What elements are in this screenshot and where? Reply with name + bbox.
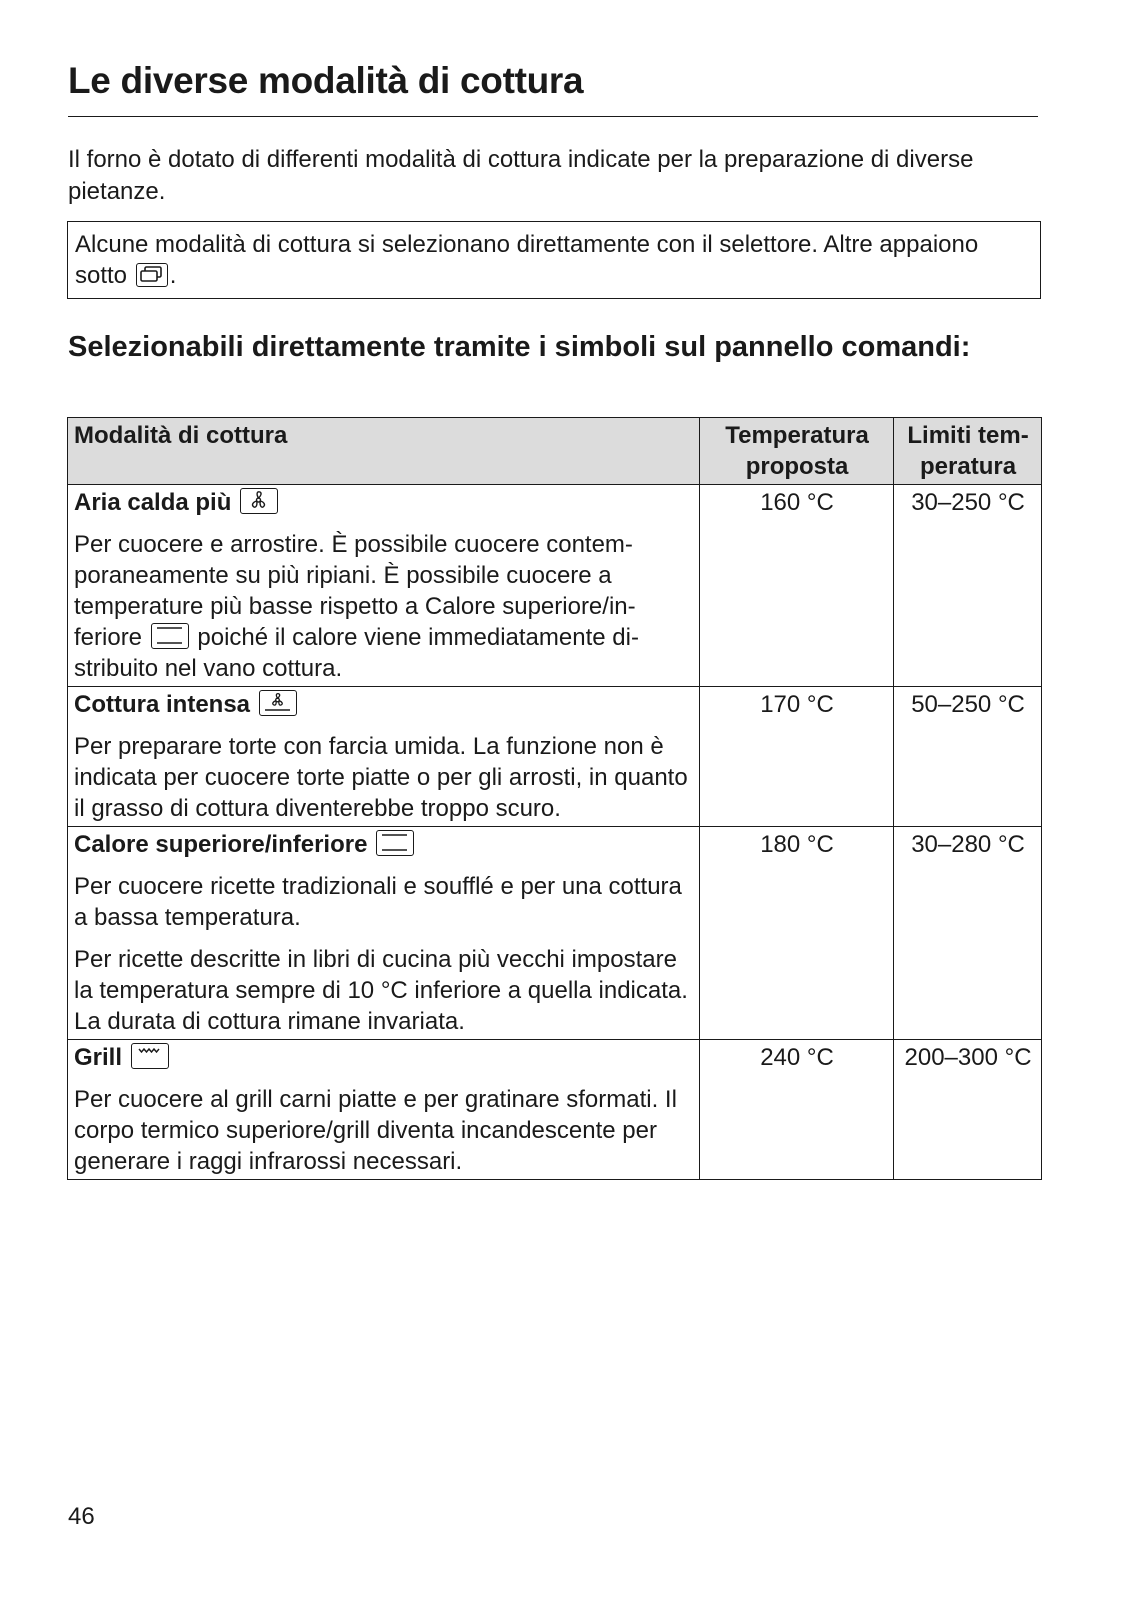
intensive-bake-icon [259,690,297,716]
cooking-modes-table [67,417,1042,1180]
mode-description: Per cuocere ricette tradizionali e soufflé e per una cottura a bassa temperatura. [74,873,682,931]
range-cell: 30–250 °C [894,485,1042,687]
header-range: Limiti temperatura [894,418,1042,485]
range-cell: 50–250 °C [894,687,1042,827]
table-row [68,485,1042,687]
table-row [68,687,1042,827]
mode-cell [68,827,700,1040]
mode-name-row [74,829,694,860]
range-cell: 200–300 °C [894,1040,1042,1180]
mode-cell [68,485,700,687]
note-text-end: . [169,262,177,289]
page-number: 46 [68,1503,95,1530]
header-temp: Temperatura proposta [700,418,894,485]
mode-description: Per cuocere al grill carni piatte e per gratinare sformati. Il corpo termico superiore/grill diventa incandescente per generare i raggi infrarossi necessari. [74,1086,677,1175]
mode-description: Per preparare torte con farcia umida. La funzione non è indicata per cuocere torte piatte o per gli arrosti, in quanto il grasso di cottura diventerebbe troppo scuro. [74,733,688,822]
mode-name-row [74,1042,694,1073]
mode-name: Aria calda più [74,489,232,516]
mode-name: Cottura intensa [74,691,251,718]
mode-cell [68,687,700,827]
mode-description-extra: Per ricette descritte in libri di cucina più vecchi impostare la temperatura sempre di 10 °C inferiore a quella indicata. La durata di cottura rimane invariata. [74,946,688,1035]
page-title: Le diverse modalità di cottura [68,60,1038,117]
range-cell: 30–280 °C [894,827,1042,1040]
temp-cell: 180 °C [700,827,894,1040]
top-bottom-heat-icon [376,830,414,856]
section-title: Selezionabili direttamente tramite i simboli sul pannello comandi: [68,331,971,363]
table-row [68,827,1042,1040]
header-mode: Modalità di cottura [68,418,700,485]
temp-cell: 160 °C [700,485,894,687]
top-bottom-heat-icon [151,623,189,649]
table-header-row [68,418,1042,485]
mode-name-row [74,487,694,518]
temp-cell: 240 °C [700,1040,894,1180]
mode-description: Per cuocere e arrostire. È possibile cuocere contemporaneamente su più ripiani. È possibile cuocere a temperature più basse rispetto a Calore superiore/inferiore poiché il calore viene immediatamente distribuito nel vano cottura. [74,531,639,682]
mode-name-row [74,689,694,720]
mode-name: Grill [74,1044,123,1071]
table-row [68,1040,1042,1180]
fan-heat-icon [240,488,278,514]
intro-paragraph: Il forno è dotato di differenti modalità di cottura indicate per la preparazione di diverse pietanze. [68,146,974,205]
grill-icon [131,1043,169,1069]
note-text: Alcune modalità di cottura si selezionano direttamente con il selettore. Altre appaiono sotto [75,231,979,289]
mode-cell [68,1040,700,1180]
note-box [67,221,1041,299]
mode-name: Calore superiore/inferiore [74,831,368,858]
temp-cell: 170 °C [700,687,894,827]
special-modes-icon [136,263,168,287]
